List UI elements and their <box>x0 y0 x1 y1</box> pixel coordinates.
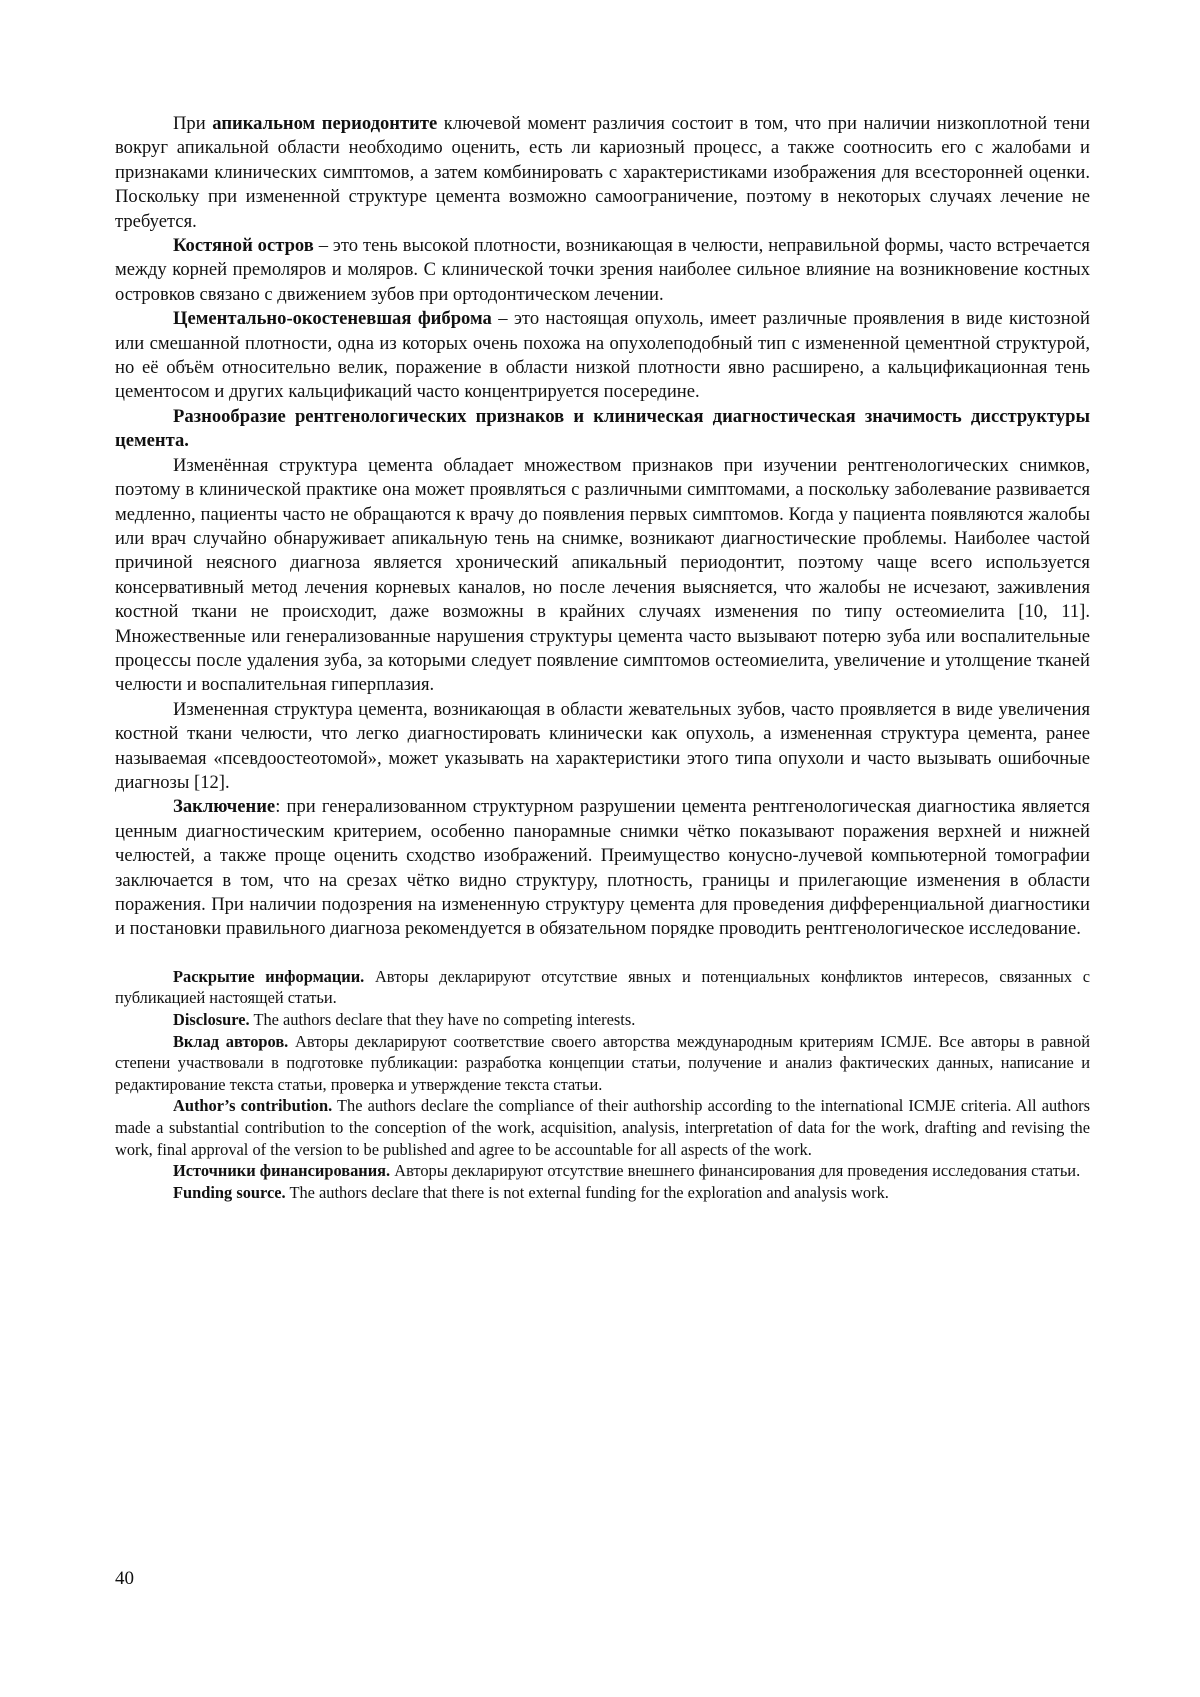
paragraph-apical-periodontitis: При апикальном периодонтите ключевой момент различия состоит в том, что при наличии низкоплотной тени вокруг апикальной области необходимо оценить, есть ли кариозный процесс, а также соотносить его с жалобами и признаками клинических симптомов, а затем комбинировать с характеристиками изображения для всесторонней оценки. Поскольку при измененной структуре цемента возможно самоограничение, поэтому в некоторых случаях лечение не требуется. <box>115 113 1090 232</box>
funding-ru: Источники финансирования. Авторы декларируют отсутствие внешнего финансирования для проведения исследования статьи. <box>173 1161 1081 1181</box>
article-metadata <box>115 966 1090 1204</box>
paragraph-radiological-signs: Изменённая структура цемента обладает множеством признаков при изучении рентгенологических снимков, поэтому в клинической практике она может проявляться с различными симптомами, а поскольку заболевание развивается медленно, пациенты часто не обращаются к врачу до появления первых симптомов. Когда у пациента появляются жалобы или врач случайно обнаруживает апикальную тень на снимке, возникают диагностические проблемы. Наиболее частой причиной неясного диагноза является хронический апикальный периодонтит, поэтому чаще всего используется консервативный метод лечения корневых каналов, но после лечения выясняется, что жалобы не исчезают, заживления костной ткани не происходит, даже возможны в крайних случаях изменения по типу остеомиелита [10, 11]. Множественные или генерализованные нарушения структуры цемента часто вызывают потерю зуба или воспалительные процессы после удаления зуба, за которыми следует появление симптомов остеомиелита, увеличение и утолщение тканей челюсти и воспалительная гиперплазия. <box>115 454 1090 696</box>
disclosure-ru: Раскрытие информации. Авторы декларируют отсутствие явных и потенциальных конфликтов интересов, связанных с публикацией настоящей статьи. <box>115 966 1090 1008</box>
term-apical-periodontitis: апикальном периодонтите <box>212 113 438 134</box>
paragraph-conclusion: Заключение: при генерализованном структурном разрушении цемента рентгенологическая диагностика является ценным диагностическим критерием, особенно панорамные снимки чётко показывают поражения верхней и нижней челюстей, а также проще оценить сходство изображений. Преимущество конусно-лучевой компьютерной томографии заключается в том, что на срезах чётко видно структуру, плотность, границы и прилегающие изменения в области поражения. При наличии подозрения на измененную структуру цемента для проведения дифференциальной диагностики и постановки правильного диагноза рекомендуется в обязательном порядке проводить рентгенологическое исследование. <box>115 796 1090 940</box>
term-conclusion: Заключение <box>173 796 276 818</box>
page-content <box>115 112 1090 1203</box>
section-heading: Разнообразие рентгенологических признаков и клиническая диагностическая значимость диcструктуры цемента. <box>115 405 1090 452</box>
paragraph-bone-island: Костяной остров – это тень высокой плотности, возникающая в челюсти, неправильной формы, часто встречается между корней премоляров и моляров. С клинической точки зрения наиболее сильное влияние на возникновение костных островков связано с движением зубов при ортодонтическом лечении. <box>115 235 1090 305</box>
term-bone-island: Костяной остров <box>173 235 314 257</box>
contribution-en: Author’s contribution. The authors declare the compliance of their authorship according to the international ICMJE criteria. All authors made a substantial contribution to the conception of the work, acquisition, analysis, interpretation of data for the work, drafting and revising the work, final approval of the version to be published and agree to be accountable for all aspects of the work. <box>115 1096 1090 1159</box>
page-number: 40 <box>115 1568 134 1589</box>
contribution-ru: Вклад авторов. Авторы декларируют соответствие своего авторства международным критериям ICMJE. Все авторы в равной степени участвовали в подготовке публикации: разработка концепции статьи, получение и анализ фактических данных, написание и редактирование текста статьи, проверка и утверждение текста статьи. <box>115 1031 1091 1094</box>
funding-en: Funding source. The authors declare that there is not external funding for the exploration and analysis work. <box>173 1182 889 1202</box>
term-fibroma: Цементально-окостеневшая фиброма <box>173 308 492 330</box>
paragraph-fibroma: Цементально-окостеневшая фиброма – это настоящая опухоль, имеет различные проявления в виде кистозной или смешанной плотности, одна из которых очень похожа на опухолеподобный тип с измененной цементной структурой, но её объём относительно велик, поражение в области низкой плотности явно расширено, а кальцификационная тень цементосом и других кальцификаций часто концентрируется посередине. <box>115 308 1090 403</box>
paragraph-masticatory-teeth: Измененная структура цемента, возникающая в области жевательных зубов, часто проявляется в виде увеличения костной ткани челюсти, что легко диагностировать клинически как опухоль, а измененная структура цемента, ранее называемая «псевдоостеотомой», может указывать на характеристики этого типа опухоли и часто вызывать ошибочные диагнозы [12]. <box>115 698 1090 793</box>
article-body <box>115 112 1090 942</box>
disclosure-en: Disclosure. The authors declare that they have no competing interests. <box>173 1010 636 1029</box>
